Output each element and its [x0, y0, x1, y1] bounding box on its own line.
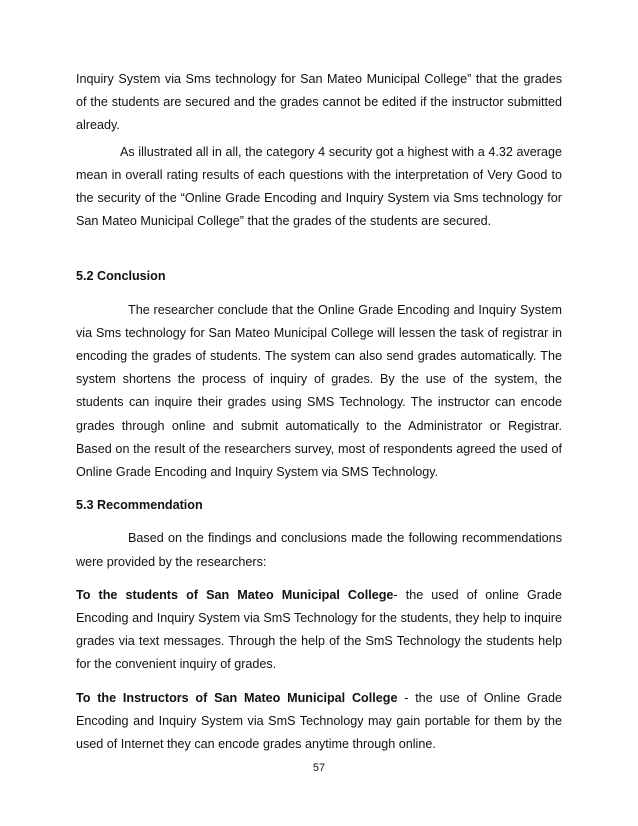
recommendation-intro: Based on the findings and conclusions made the following recommendations were provided by the researchers: — [76, 531, 562, 569]
recommendation-instructors — [76, 687, 562, 757]
conclusion-heading: 5.2 Conclusion — [76, 269, 166, 284]
students-lead: To the students of San Mateo Municipal College — [76, 587, 394, 602]
conclusion-section — [76, 265, 562, 484]
instructors-text: - the use of Online Grade Encoding and Inquiry System via SmS Technology may gain portable for them by the used of Internet they can encode grades anytime through online. — [76, 690, 562, 752]
recommendation-section — [76, 494, 562, 756]
recommendation-heading: 5.3 Recommendation — [76, 498, 203, 513]
students-text: - the used of online Grade Encoding and Inquiry System via SmS Technology for the students, they help to inquire grades via text messages. Through the help of the SmS Technology the students help for the convenient inquiry of grades. — [76, 587, 562, 672]
conclusion-paragraph: The researcher conclude that the Online Grade Encoding and Inquiry System via Sms technology for San Mateo Municipal College will lessen the task of registrar in encoding the grades of students. The system can also send grades automatically. The system shortens the process of inquiry of grades. By the use of the system, the students can inquire their grades using SMS Technology. The instructor can encode grades through online and submit automatically to the Administrator or Registrar. Based on the result of the researchers survey, most of respondents agreed the used of Online Grade Encoding and Inquiry System via SMS Technology. — [76, 302, 562, 480]
instructors-lead: To the Instructors of San Mateo Municipal College — [76, 690, 398, 705]
security-paragraph: As illustrated all in all, the category 4 security got a highest with a 4.32 average mean in overall rating results of each questions with the interpretation of Very Good to the security of the “Online Grade Encoding and Inquiry System via Sms technology for San Mateo Municipal College” that the grades of the students are secured. — [76, 144, 562, 229]
recommendation-students — [76, 584, 562, 677]
page-number: 57 — [312, 762, 326, 774]
document-page — [76, 68, 562, 756]
continuation-paragraph: Inquiry System via Sms technology for San Mateo Municipal College” that the grades of the students are secured and the grades cannot be edited if the instructor submitted already. — [76, 72, 562, 133]
